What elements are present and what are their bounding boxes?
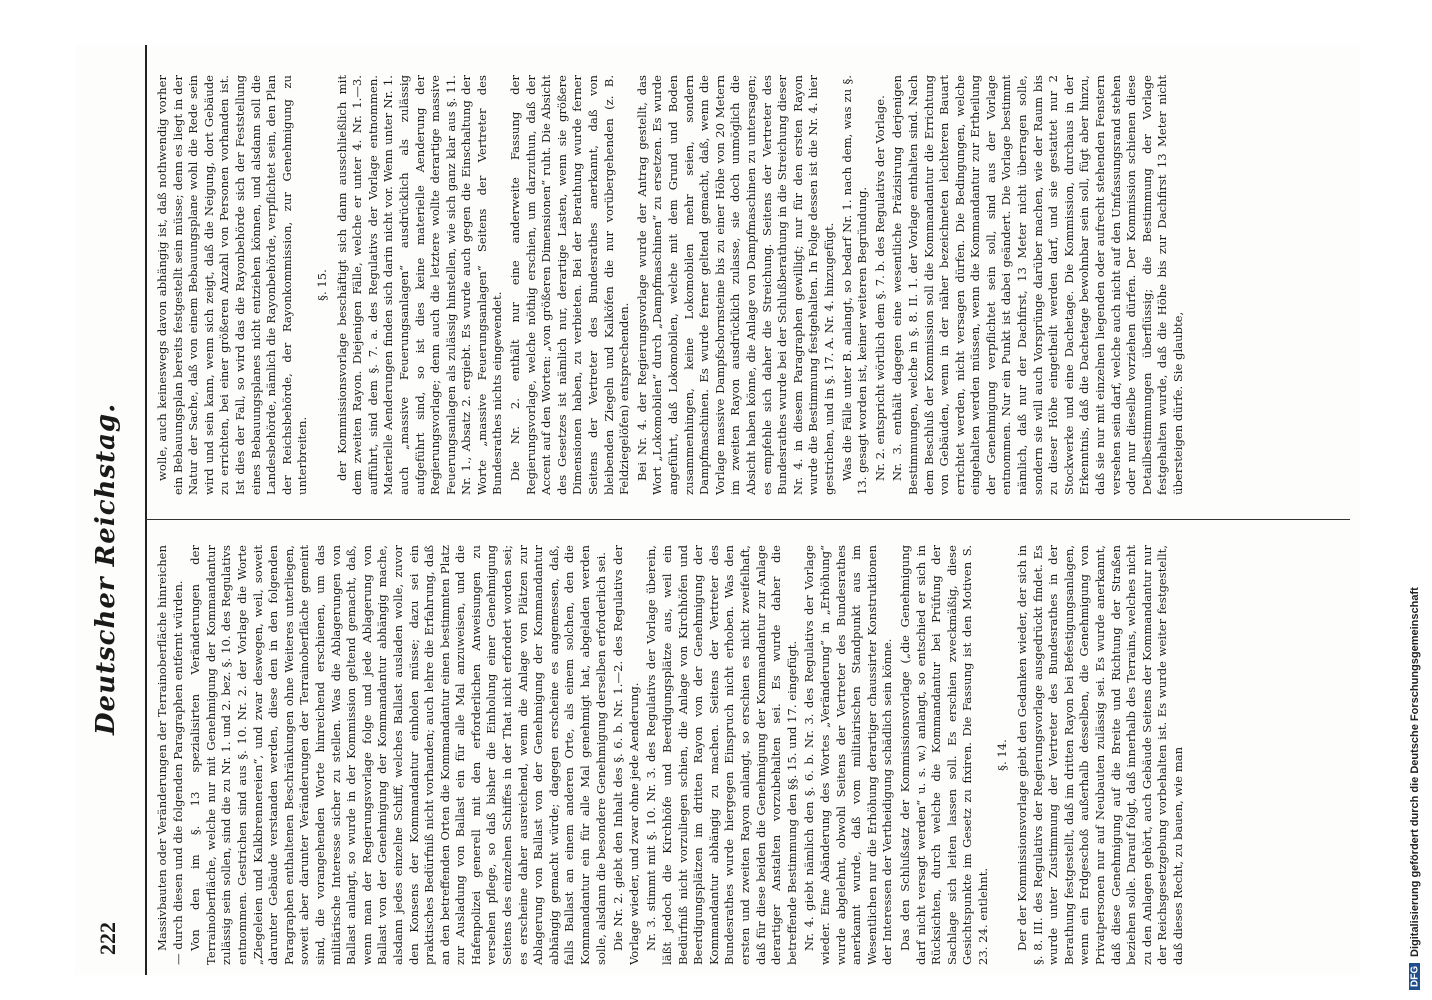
page-header bbox=[75, 45, 147, 975]
section-heading: §. 15. bbox=[314, 269, 329, 301]
paragraph: wolle, auch keineswegs davon abhängig ist, daß nothwendig vorher ein Bebauungsplan bereits festgestellt sein müsse; denn es liegt in der Natur der Sache, daß von einem Bebauungsplane wohl die Rede sein wird und sein kann, wenn sich zeigt, daß die Neigung, dort Gebäude zu errichten, bei einer größeren Anzahl von Personen vorhanden ist. Ist dies der Fall, so wird das die Rayonbehörde sich der Feststellung eines Bebauungsplanes nicht entziehen können, und alsdann soll die Landesbehörde, nämlich die Rayonbehörde, verpflichtet sein, den Plan der Reichsbehörde, der Rayonkommission, zur Genehmigung zu unterbreiten. bbox=[155, 75, 310, 495]
column-divider bbox=[145, 519, 1350, 520]
digitization-credit bbox=[1404, 10, 1426, 990]
dfg-logo: DFG bbox=[1410, 963, 1421, 990]
paragraph: Die Nr. 2. enthält nur eine anderweite Fassung der Regierungsvorlage, welche nöthig erschien, um darzuthun, daß der Accent auf den Worten: „von größeren Dimensionen“ ruht. Die Absicht des Gesetzes ist nämlich nur, derartige Lasten, wenn sie größere Dimensionen haben, zu verbieten. Bei der Berathung wurde ferner Seitens der Vertreter des Bundesrathes anerkannt, daß von bleibenden Ziegeln und Kalköfen die nur vorübergehenden (z. B. Feldziegelöfen) entsprechenden. bbox=[508, 75, 632, 495]
section-heading: §. 14. bbox=[995, 739, 1010, 771]
paragraph: Massivbauten oder Veränderungen der Terrainoberfläche hinreichen — durch diesen und die folgenden Paragraphen entfernt würden. bbox=[155, 545, 185, 965]
running-title: Deutscher Reichstag. bbox=[91, 402, 121, 735]
right-column bbox=[155, 75, 1185, 495]
scanned-page bbox=[75, 45, 1360, 975]
paragraph: Nr. 2. entspricht wörtlich dem §. 7. b. des Regulativs der Vorlage. bbox=[872, 95, 887, 481]
page-number: 222 bbox=[95, 922, 120, 955]
left-column bbox=[155, 545, 1185, 965]
paragraph: Die Nr. 2. giebt den Inhalt des §. 6. b. Nr. 1.—2. des Regulativs der Vorlage wieder, und zwar ohne jede Aenderung. bbox=[611, 545, 641, 965]
paragraph: Nr. 3. enthält dagegen eine wesentliche Präzisirung derjenigen Bestimmungen, welche in §. 8. II. 1. der Vorlage enthalten sind. Nach dem Beschluß der Kommission soll die Kommandantur die Errichtung von Gebäuden, wenn in der näher bezeichneten leichteren Bauart errichtet werden, nicht versagen dürfen. Die Bedingungen, welche eingehalten werden müssen, wenn die Kommandantur zur Ertheilung der Genehmigung verpflichtet sein soll, sind aus der Vorlage entnommen. Nur ein Punkt ist dabei geändert. Die Vorlage bestimmt nämlich, daß nur der Dachfirst, 13 Meter nicht überragen solle, sondern sie will auch Vorsprünge darüber machen, wie der Raum bis zu dieser Höhe eingetheilt werden darf, und sie gestattet nur 2 Stockwerke und eine Dachetage. Die Kommission, durchaus in der Erkenntnis, daß die Dachetage bewohnbar sein soll, fügt aber hinzu, daß sie nur mit einzelnen liegenden oder aufrecht stehenden Fenstern versehen sein darf, welche auch nicht auf den Umfassungsrand stehen oder nur dieselbe vorziehen dürfen. Der Kommission schienen diese Detailbestimmungen überflüssig; die Bestimmung der Vorlage festgehalten wurde, daß die Höhe bis zur Dachfirst 13 Meter nicht übersteigen dürfe. Sie glaubte, bbox=[890, 75, 1185, 495]
paragraph: Bei Nr. 4. der Regierungsvorlage wurde der Antrag gestellt, das Wort „Lokomobilen“ durch „Dampfmaschinen“ zu ersetzen. Es wurde angeführt, daß Lokomobilen, welche mit dem Grund und Boden zusammenhingen, keine Lokomobilen mehr seien, sondern Dampfmaschinen. Es wurde ferner geltend gemacht, daß, wenn die Vorlage massive Dampfschornsteine bis zu einer Höhe von 20 Metern im zweiten Rayon ausdrücklich zulasse, sie doch unmöglich die Absicht haben könne, die Anlage von Dampfmaschinen zu untersagen; es empfehle sich daher die Streichung. Seitens der Vertreter des Bundesrathes wurde bei der Schlußberathung in die Streichung dieser Nr. 4. in diesem Paragraphen gewilligt; nur für den ersten Rayon wurde die Bestimmung festgehalten. In Folge dessen ist die Nr. 4. hier gestrichen, und in §. 17. A. Nr. 4. hinzugefügt. bbox=[634, 75, 836, 495]
paragraph: Nr. 3. stimmt mit §. 10. Nr. 3. des Regulativs der Vorlage überein, läßt jedoch die Kirchhöfe und Beerdigungsplätze aus, weil ein Bedürfniß nicht vorzuliegen schien, die Anlage von Kirchhöfen und Beerdigungsplätzen im dritten Rayon von der Genehmigung der Kommandantur abhängig zu machen. Seitens der Vertreter des Bundesrathes wurde hiergegen Einspruch nicht erhoben. Was den ersten und zweiten Rayon anlangt, so erschien es nicht zweifelhaft, daß für diese beiden die Genehmigung der Kommandantur zur Anlage derartiger Anstalten vorzubehalten sei. Es wurde daher die betreffende Bestimmung den §§. 15. und 17. eingefügt. bbox=[644, 545, 799, 965]
paragraph: Was die Fälle unter B. anlangt, so bedarf Nr. 1. nach dem, was zu §. 13. gesagt worden ist, keiner weiteren Begründung. bbox=[839, 75, 870, 495]
paragraph: Das den Schlußsatz der Kommissionsvorlage („die Genehmigung darf nicht versagt werden“ u. s. w.) anlangt, so entschied er sich in Rücksichten, durch welche die Kommandantur bei Prüfung der Sachlage sich leiten lassen soll. Es erschien zweckmäßig, diese Gesichtspunkte im Gesetz zu fixiren. Die Fassung ist den Motiven S. 23. 24. entlehnt. bbox=[897, 545, 990, 965]
paragraph: der Kommissionsvorlage beschäftigt sich dann ausschließlich mit dem zweiten Rayon. Diejenigen Fälle, welche er unter 4. Nr. 1.—3. aufführt, sind dem §. 7. a. des Regulativs der Vorlage entnommen. Materielle Aenderungen finden sich darin nicht vor. Wenn unter Nr. 1. auch „massive Feuerungsanlagen“ ausdrücklich als zulässig aufgeführt sind, so ist dies keine materielle Aenderung der Regierungsvorlage; denn auch die letztere wollte derartige massive Feuerungsanlagen als zulässig hinstellen, wie sich ganz klar aus §. 11. Nr. 1., Absatz 2. ergiebt. Es wurde auch gegen die Einschaltung der Worte „massive Feuerungsanlagen“ Seitens der Vertreter des Bundesrathes nichts eingewendet. bbox=[334, 75, 505, 495]
paragraph: Von den im §. 13 spezialisirten Veränderungen der Terrainoberfläche, welche nur mit Genehmigung der Kommandantur zulässig sein sollen, sind die zu Nr. 1. und 2. bez. §. 10. des Regulativs entnommen. Gestrichen sind aus §. 10. Nr. 2. der Vorlage die Worte „Ziegeleien und Kalkbrennereien“, und zwar deswegen, weil, soweit darunter Gebäude verstanden werden, diese den in den folgenden Paragraphen enthaltenen Beschränkungen ohne Weiteres unterliegen, soweit aber darunter Veränderungen der Terrainoberfläche gemeint sind, die vorangehenden Worte hinreichend erschienen, um das militärische Interesse sicher zu stellen. Was die Ablagerungen von Ballast anlangt, so wurde in der Kommission geltend gemacht, daß, wenn man der Regierungsvorlage folge und jede Ablagerung von Ballast von der Genehmigung der Kommandantur abhängig mache, alsdann jedes einzelne Schiff, welches Ballast ausladen wolle, zuvor den Konsens der Kommandantur einholen müsse; dazu sei ein praktisches Bedürfniß nicht vorhanden; auch lehre die Erfahrung, daß an den betreffenden Orten die Kommandantur einen bestimmten Platz zur Ausladung von Ballast ein für alle Mal anzuweisen, und die Hafenpolizei generell mit den erforderlichen Anweisungen zu versehen pflege, so daß bisher die Einholung einer Genehmigung Seitens des einzelnen Schiffes in der That nicht erfordert worden sei; es erscheine daher ausreichend, wenn die Anlage von Plätzen zur Ablagerung von Ballast von der Genehmigung der Kommandantur abhängig gemacht würde; dagegen erscheine es angemessen, daß, falls Ballast an einem anderen Orte, als einem solchen, den die Kommandantur ein für alle Mal genehmigt hat, abgeladen werden solle, alsdann die besondere Genehmigung derselben erforderlich sei. bbox=[188, 545, 608, 965]
paragraph: Der der Kommissionsvorlage giebt den Gedanken wieder, der sich in §. 8. III. des Regulativs der Regierungsvorlage ausgedrückt findet. Es wurde unter Zustimmung der Vertreter des Bundesrathes in der Berathung festgestellt, daß im dritten Rayon bei Befestigungsanlagen, wenn ein Erdgeschoß außerhalb desselben, die Genehmigung von Privatpersonen nur auf Neubauten zulässig sei. Es wurde anerkannt, daß diese Genehmigung auf die Breite und Richtung der Straßen beziehen solle. Darauf folgt, daß innerhalb des Terrains, welches nicht zu den Anlagen gehört, auch Gebäude Seitens der Kommandantur nur der Reichsgesetzgebung vorbehalten ist. Es wurde weiter festgestellt, daß dieses Recht, zu bauen, wie man bbox=[1015, 545, 1185, 965]
paragraph: Nr. 4. giebt nämlich den §. 6. b. Nr. 3. des Regulativs der Vorlage wieder. Eine Abänderung des Wortes „Veränderung“ in „Erhöhung“ wurde abgelehnt, obwohl Seitens der Vertreter des Bundesrathes anerkannt wurde, daß vom militairischen Standpunkt aus im Wesentlichen nur die Erhöhung derartiger chaussirter Konstruktionen der Interessen der Vertheidigung schädlich sein könne. bbox=[802, 545, 895, 965]
credit-text: Digitalisierung gefördert durch die Deutsche Forschungsgemeinschaft bbox=[1409, 587, 1421, 957]
